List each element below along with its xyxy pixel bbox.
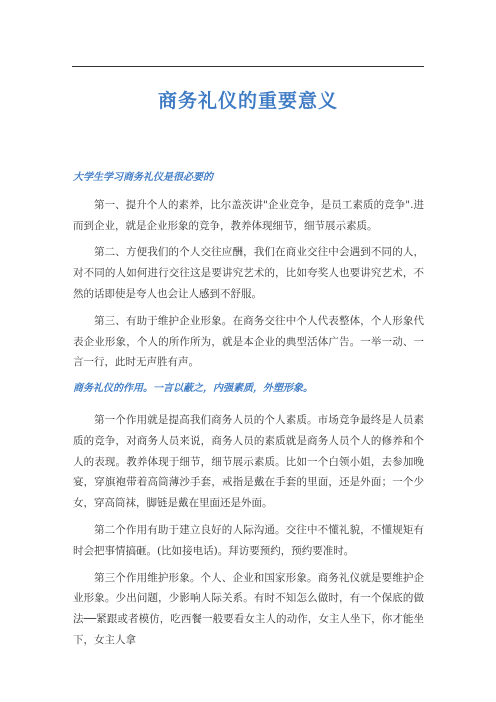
page-title: 商务礼仪的重要意义 xyxy=(157,90,338,112)
paragraph-5: 第二个作用有助于建立良好的人际沟通。交往中不懂礼貌，不懂规矩有时会把事情搞砸。(比如接电话)。拜访要预约，预约要准时。 xyxy=(73,523,424,557)
section-heading-1: 大学生学习商务礼仪是很必要的 xyxy=(73,172,213,183)
section-heading-2: 商务礼仪的作用。一言以蔽之，内强素质，外塑形象。 xyxy=(73,383,313,395)
paragraph-2: 第二、方便我们的个人交往应酬，我们在商业交往中会遇到不同的人，对不同的人如何进行交往这是要讲究艺术的，比如夸奖人也要讲究艺术，不然的话即使是夸人也会让人感到不舒服。 xyxy=(73,246,424,300)
paragraph-6: 第三个作用维护形象。个人、企业和国家形象。商务礼仪就是要维护企业形象。少出问题，少影响人际关系。有时不知怎么做时，有一个保底的做法──紧跟或者模仿，吃西餐一般要看女主人的动作，女主人坐下，你才能坐下，女主人拿 xyxy=(73,571,424,646)
paragraph-1: 第一、提升个人的素养，比尔盖茨讲"企业竞争，是员工素质的竞争".进而到企业，就是企业形象的竞争，教养体现细节，细节展示素质。 xyxy=(73,198,424,232)
paragraph-4: 第一个作用就是提高我们商务人员的个人素质。市场竞争最终是人员素质的竞争，对商务人员来说，商务人员的素质就是商务人员个人的修养和个人的表现。教养体现于细节，细节展示素质。比如一个白领小姐，去参加晚宴，穿旗袍带着高筒薄沙手套，戒指是戴在手套的里面，还是外面；一个少女，穿高筒袜，脚链是戴在里面还是外面。 xyxy=(73,413,424,510)
top-divider xyxy=(72,66,424,67)
document-body xyxy=(73,168,424,651)
paragraph-3: 第三、有助于维护企业形象。在商务交往中个人代表整体，个人形象代表企业形象，个人的所作所为，就是本企业的典型活体广告。一举一动、一言一行，此时无声胜有声。 xyxy=(73,314,424,369)
